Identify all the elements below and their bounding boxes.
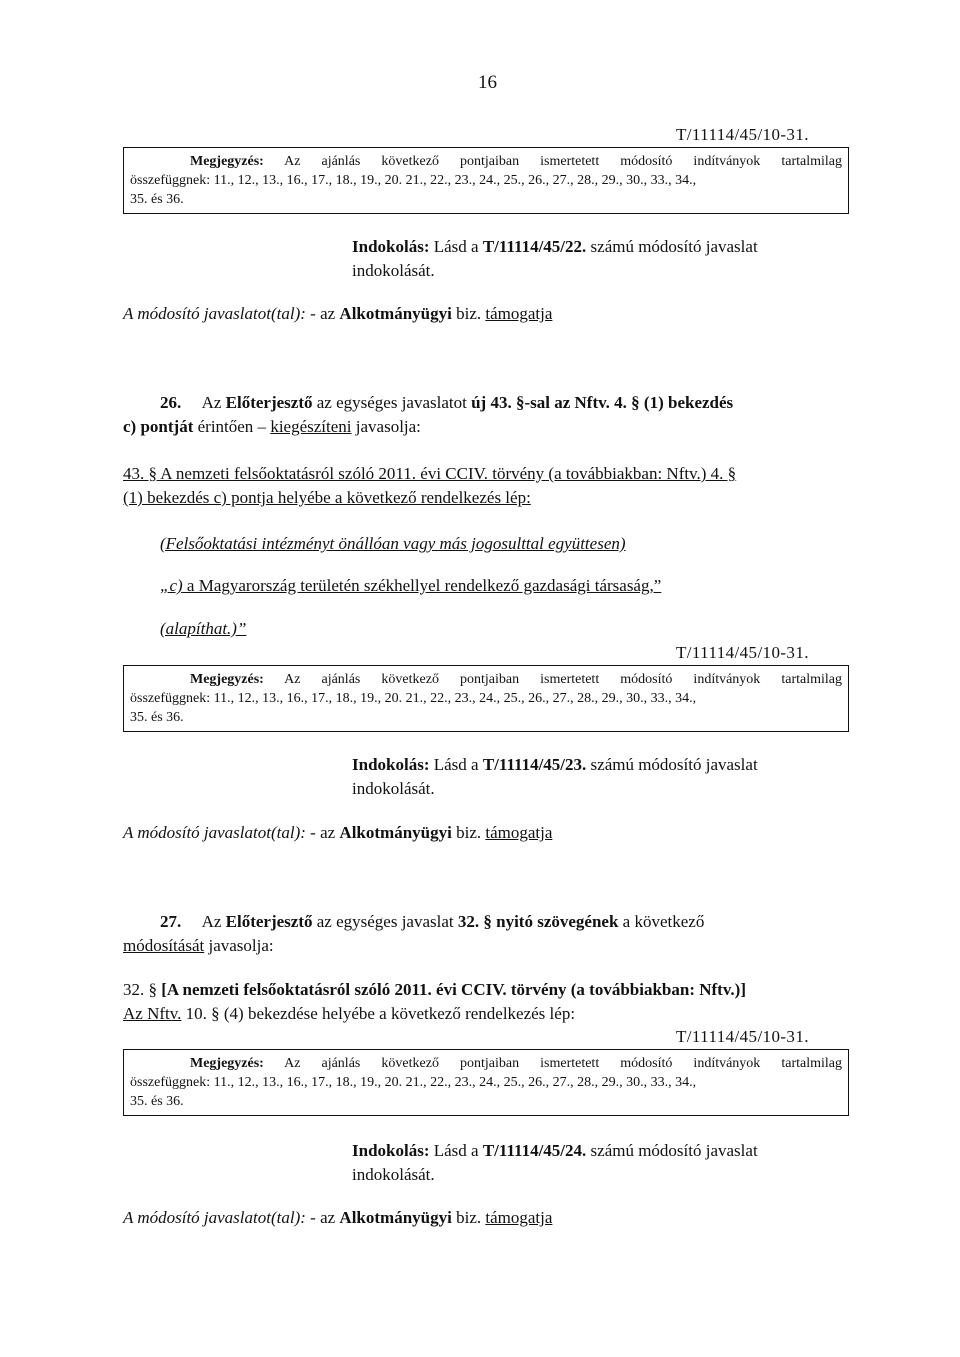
item-section: 32. § nyitó szövegének <box>457 912 619 931</box>
note-text: Az ajánlás következő pontjaiban ismertetett módosító indítványok tartalmilag <box>284 1056 842 1071</box>
note-text: Az ajánlás következő pontjaiban ismertetett módosító indítványok tartalmilag <box>284 154 842 169</box>
justification-label: Indokolás: <box>352 237 430 256</box>
presenter: Előterjesztő <box>225 393 313 412</box>
page-number: 16 <box>478 72 497 93</box>
justification-text: számú módosító javaslat <box>590 1141 758 1160</box>
stance: támogatja <box>485 304 553 323</box>
note-text: összefüggnek: 11., 12., 13., 16., 17., 18., 19., 20. 21., 22., 23., 24., 25., 26., 27., 28., 29., 30., 33., 34., <box>130 173 697 188</box>
justification-text: Lásd a <box>433 237 479 256</box>
justification <box>352 237 758 257</box>
amendment-section: 32. § <box>123 980 157 999</box>
note-label: Megjegyzés: <box>190 154 264 169</box>
item-action: módosítását <box>123 936 205 955</box>
amendment-text <box>123 980 746 1000</box>
amendment-law-abbrev: Az Nftv. <box>123 1004 182 1023</box>
proposer-label: A módosító javaslatot(tal): <box>123 1208 306 1227</box>
proposer-line <box>123 823 552 843</box>
item-text: az egységes javaslatot <box>316 393 467 412</box>
item-text: Az <box>201 912 222 931</box>
note-text: Az ajánlás következő pontjaiban ismertetett módosító indítványok tartalmilag <box>284 672 842 687</box>
item-26-intro <box>160 393 850 413</box>
committee-abbrev: biz. <box>456 823 482 842</box>
justification-text: számú módosító javaslat <box>590 755 758 774</box>
item-action: kiegészíteni <box>270 417 352 436</box>
note-box <box>123 665 849 732</box>
justification-label: Indokolás: <box>352 1141 430 1160</box>
justification-text: Lásd a <box>433 1141 479 1160</box>
quoted-text: a Magyarország területén székhellyel rendelkező gazdasági társaság,” <box>186 576 662 595</box>
item-text: az egységes javaslat <box>316 912 454 931</box>
justification-text: számú módosító javaslat <box>590 237 758 256</box>
item-number: 26. <box>160 393 182 412</box>
proposer-label: A módosító javaslatot(tal): <box>123 304 306 323</box>
note-label: Megjegyzés: <box>190 672 264 687</box>
proposer-text: - az <box>310 823 336 842</box>
amendment-text: (1) bekezdés c) pontja helyébe a következő rendelkezés lép: <box>123 488 531 507</box>
amendment-text: 10. § (4) bekezdése helyébe a következő rendelkezés lép: <box>185 1004 576 1023</box>
amendment-law: [A nemzeti felsőoktatásról szóló 2011. évi CCIV. törvény (a továbbiakban: Nftv.)] <box>161 980 746 999</box>
justification <box>352 755 758 775</box>
justification-ref: T/11114/45/24. <box>482 1141 587 1160</box>
justification-ref: T/11114/45/23. <box>482 755 587 774</box>
document-reference: T/11114/45/10-31. <box>676 125 809 144</box>
presenter: Előterjesztő <box>225 912 313 931</box>
item-text: javasolja: <box>208 936 274 955</box>
proposer-text: - az <box>310 1208 336 1227</box>
justification-text: Lásd a <box>433 755 479 774</box>
item-27-line2 <box>123 936 274 956</box>
committee-abbrev: biz. <box>456 1208 482 1227</box>
item-26-line2 <box>123 417 421 437</box>
justification-label: Indokolás: <box>352 755 430 774</box>
document-reference: T/11114/45/10-31. <box>676 1027 809 1046</box>
item-text: Az <box>201 393 222 412</box>
item-text: javasolja: <box>355 417 421 436</box>
amendment-text: 43. § A nemzeti felsőoktatásról szóló 2011. évi CCIV. törvény (a továbbiakban: Nftv.) 4. § <box>123 464 737 483</box>
stance: támogatja <box>485 823 553 842</box>
note-box <box>123 1049 849 1116</box>
note-text: összefüggnek: 11., 12., 13., 16., 17., 18., 19., 20. 21., 22., 23., 24., 25., 26., 27., 28., 29., 30., 33., 34., <box>130 691 697 706</box>
justification-line2: indokolását. <box>352 779 435 798</box>
proposer-label: A módosító javaslatot(tal): <box>123 823 306 842</box>
item-text: a következő <box>622 912 705 931</box>
note-text: 35. és 36. <box>130 710 184 725</box>
item-text: érintően – <box>197 417 267 436</box>
item-point: c) pontját <box>123 417 194 436</box>
quoted-context: (Felsőoktatási intézményt önállóan vagy más jogosulttal együttesen) <box>160 534 626 553</box>
justification-ref: T/11114/45/22. <box>482 237 587 256</box>
note-text: összefüggnek: 11., 12., 13., 16., 17., 18., 19., 20. 21., 22., 23., 24., 25., 26., 27., 28., 29., 30., 33., 34., <box>130 1075 697 1090</box>
quoted-point: „c) <box>160 576 183 595</box>
stance: támogatja <box>485 1208 553 1227</box>
note-text: 35. és 36. <box>130 192 184 207</box>
item-27-intro <box>160 912 850 932</box>
justification-line2: indokolását. <box>352 1165 435 1184</box>
committee-name: Alkotmányügyi <box>339 304 452 323</box>
note-box <box>123 147 849 214</box>
amendment-text <box>123 1004 575 1024</box>
committee-name: Alkotmányügyi <box>339 1208 452 1227</box>
proposer-text: - az <box>310 304 336 323</box>
document-reference: T/11114/45/10-31. <box>676 643 809 662</box>
note-label: Megjegyzés: <box>190 1056 264 1071</box>
committee-abbrev: biz. <box>456 304 482 323</box>
item-section: új 43. §-sal az Nftv. 4. § (1) bekezdés <box>471 393 734 412</box>
quoted-context: (alapíthat.)” <box>160 619 247 638</box>
item-number: 27. <box>160 912 182 931</box>
justification-line2: indokolását. <box>352 261 435 280</box>
proposer-line <box>123 304 552 324</box>
committee-name: Alkotmányügyi <box>339 823 452 842</box>
quoted-provision <box>160 576 661 596</box>
proposer-line <box>123 1208 552 1228</box>
note-text: 35. és 36. <box>130 1094 184 1109</box>
justification <box>352 1141 758 1161</box>
